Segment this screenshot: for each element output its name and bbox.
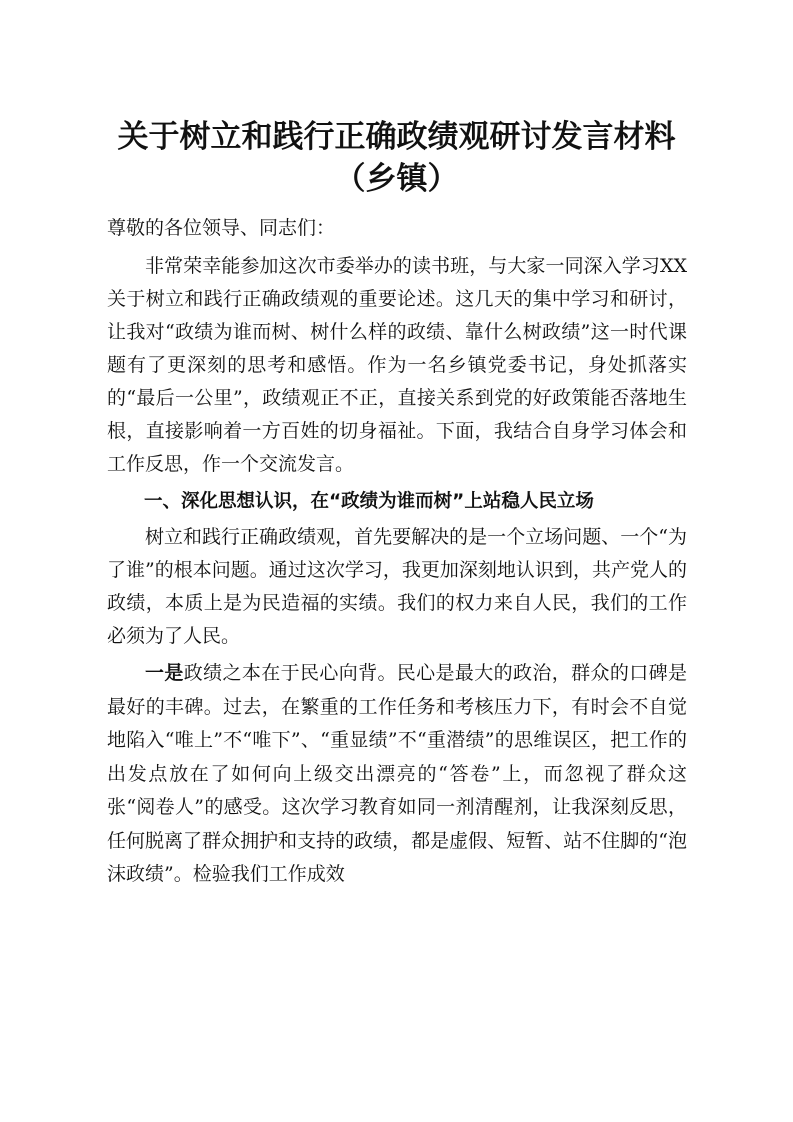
salutation: 尊敬的各位领导、同志们： <box>107 217 336 239</box>
document-body <box>107 212 687 892</box>
section-heading-1: 一、深化思想认识，在“政绩为谁而树”上站稳人民立场 <box>144 491 594 512</box>
point-lead: 一是 <box>145 662 184 684</box>
paragraph-intro: 非常荣幸能参加这次市委举办的读书班，与大家一同深入学习XX关于树立和践行正确政绩观的重要论述。这几天的集中学习和研讨，让我对“政绩为谁而树、树什么样的政绩、靠什么树政绩”这一时代课题有了更深刻的思考和感悟。作为一名乡镇党委书记，身处抓落实的“最后一公里”，政绩观正不正，直接关系到党的好政策能否落地生根，直接影响着一方百姓的切身福祉。下面，我结合自身学习体会和工作反思，作一个交流发言。 <box>107 255 687 475</box>
point-text: 政绩之本在于民心向背。民心是最大的政治，群众的口碑是最好的丰碑。过去，在繁重的工作任务和考核压力下，有时会不自觉地陷入“唯上”不“唯下”、“重显绩”不“重潜绩”的思维误区，把工作的出发点放在了如何向上级交出漂亮的“答卷”上，而忽视了群众这张“阅卷人”的感受。这次学习教育如同一剂清醒剂，让我深刻反思，任何脱离了群众拥护和支持的政绩，都是虚假、短暂、站不住脚的“泡沫政绩”。检验我们工作成效 <box>107 662 687 885</box>
paragraph-point-1 <box>107 657 687 892</box>
document-title-line-1: 关于树立和践行正确政绩观研讨发言材料 <box>117 119 676 155</box>
document-title-line-2: （乡镇） <box>334 161 459 197</box>
paragraph-section-1: 树立和践行正确政绩观，首先要解决的是一个立场问题、一个“为了谁”的根本问题。通过这次学习，我更加深刻地认识到，共产党人的政绩，本质上是为民造福的实绩。我们的权力来自人民，我们的工作必须为了人民。 <box>107 526 687 647</box>
